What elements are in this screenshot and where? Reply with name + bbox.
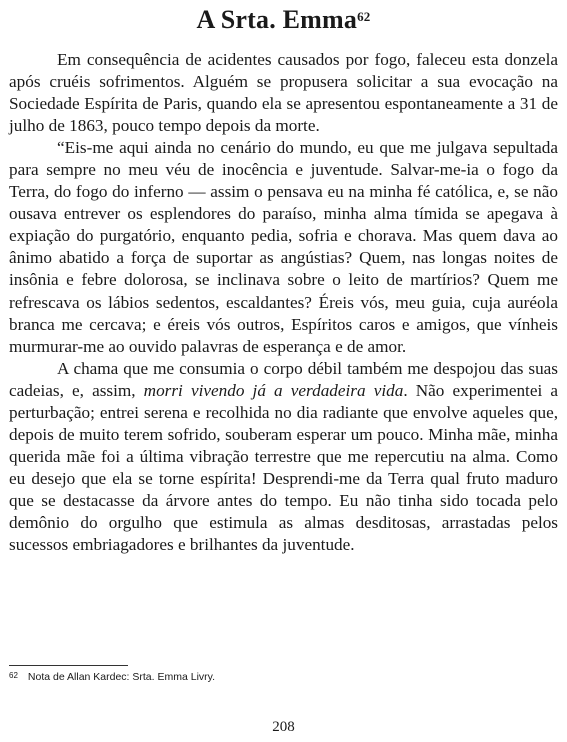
footnote-reference: 62	[357, 9, 371, 24]
footnote-number: 62	[9, 671, 18, 680]
page-number: 208	[272, 719, 295, 735]
footnote	[9, 670, 549, 684]
body-text	[9, 49, 558, 556]
footnote-text: Nota de Allan Kardec: Srta. Emma Livry.	[27, 671, 216, 683]
paragraph-message-1: “Eis-me aqui ainda no cenário do mundo, eu que me julgava sepultada para sempre no meu véu de inocência e juventude. Salvar-me-ia o fogo da Terra, do fogo do inferno — assim o pensava eu na minha fé católica, e, se não ousava entrever os esplendores do paraíso, minha alma tímida se apegava à expiação do purgatório, enquanto pedia, sofria e chorava. Mas quem dava ao ânimo abatido a força de suportar as angústias? Quem, nas longas noites de insônia e febre dolorosa, se inclinava sobre o leito de martírios? Quem me refrescava os lábios sedentos, escaldantes? Éreis vós, meu guia, cuja auréola branca me cercava; e éreis vós outros, Espíritos caros e amigos, que vínheis murmurar-me ao ouvido palavras de esperança e de amor.	[9, 138, 558, 356]
footnote-divider	[9, 665, 128, 666]
chapter-title	[0, 4, 567, 36]
chapter-title-text: A Srta. Emma	[196, 5, 358, 34]
paragraph-message-2-start: A chama que me consumia o corpo débil também me despojou das suas cadeias, e, assim,	[9, 358, 558, 400]
italic-phrase: morri vivendo já a verdadeira vida	[143, 380, 404, 400]
paragraph-intro: Em consequência de acidentes causados por fogo, faleceu esta donzela após cruéis sofrimentos. Alguém se propusera solicitar a sua evocação na Sociedade Espírita de Paris, quando ela se apresentou espontaneamente a 31 de julho de 1863, pouco tempo depois da morte.	[9, 50, 558, 136]
paragraph-message-2-end: . Não experimentei a perturbação; entrei serena e recolhida no dia radiante que envolve aqueles que, depois de muito terem sofrido, souberam esperar um pouco. Minha mãe, minha querida mãe foi a última vibração terrestre que me repercutiu na alma. Como eu desejo que ela se torne espírita! Desprendi-me da Terra qual fruto maduro que se destacasse da árvore antes do tempo. Eu não tinha sido tocada pelo demônio do orgulho que estimula as almas desditosas, arrastadas pelos sucessos embriagadores e brilhantes da juventude.	[9, 380, 559, 555]
paragraph-message-2	[9, 358, 558, 556]
